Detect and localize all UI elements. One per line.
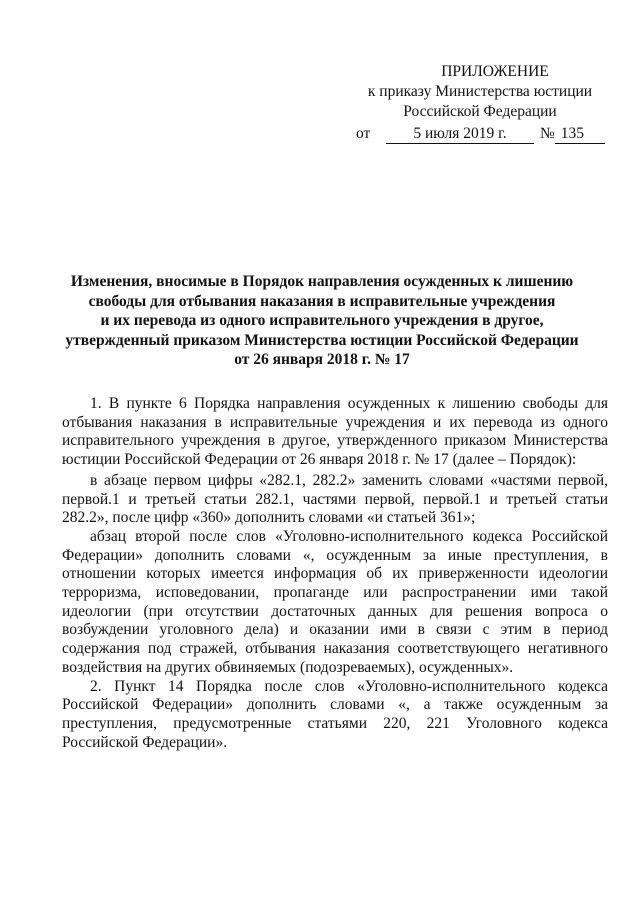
title-line: свободы для отбывания наказания в исправительные учреждения — [88, 292, 556, 310]
approval-block — [350, 62, 610, 144]
paragraph-subitem-1: в абзаце первом цифры «282.1, 282.2» заменить словами «частями первой, первой.1 и третьей статьи 282.1, частями первой, первой.1 и третьей статьи 282.2», после цифр «360» дополнить словами «и статьей 361»; — [62, 471, 608, 527]
appendix-title: ПРИЛОЖЕНИЕ — [441, 63, 549, 80]
number-label: № — [540, 125, 555, 142]
order-date: 5 июля 2019 г. — [386, 125, 534, 144]
title-line: утвержденный приказом Министерства юстиции Российской Федерации — [65, 331, 579, 349]
date-label: от — [356, 125, 371, 142]
paragraph-subitem-2: абзац второй после слов «Уголовно-исполнительного кодекса Российской Федерации» дополнить словами «, осужденным за иные преступления, в отношении которых имеется информация об их приверженности идеологии терроризма, исповедовании, пропаганде или распространении ими такой идеологии (при отсутствии достаточных данных для решения вопроса о возбуждении уголовного дела) и оказании ими в связи с этим в период содержания под стражей, отбывания наказания соответствующего негативного воздействия на других обвиняемых (подозреваемых), осужденных». — [62, 527, 608, 676]
title-line: от 26 января 2018 г. № 17 — [234, 351, 410, 368]
title-line: Изменения, вносимые в Порядок направления осужденных к лишению — [70, 273, 574, 290]
order-date-row — [350, 124, 610, 144]
document-title — [62, 272, 582, 370]
order-number: 135 — [555, 125, 605, 144]
paragraph-item-1: 1. В пункте 6 Порядка направления осужденных к лишению свободы для отбывания наказания в исправительные учреждения и их перевода из одного исправительного учреждения в другое, утвержденного приказом Министерства юстиции Российской Федерации от 26 января 2018 г. № 17 (далее – Порядок): — [62, 395, 608, 469]
appendix-ministry-line: Российской Федерации — [403, 103, 557, 120]
title-line: и их перевода из одного исправительного учреждения в другое, — [100, 312, 544, 329]
appendix-order-line: к приказу Министерства юстиции — [367, 83, 593, 100]
document-body — [62, 395, 608, 752]
paragraph-item-2: 2. Пункт 14 Порядка после слов «Уголовно-исполнительного кодекса Российской Федерации» дополнить словами «, а также осужденным за преступления, предусмотренные статьями 220, 221 Уголовного кодекса Российской Федерации». — [62, 677, 608, 751]
